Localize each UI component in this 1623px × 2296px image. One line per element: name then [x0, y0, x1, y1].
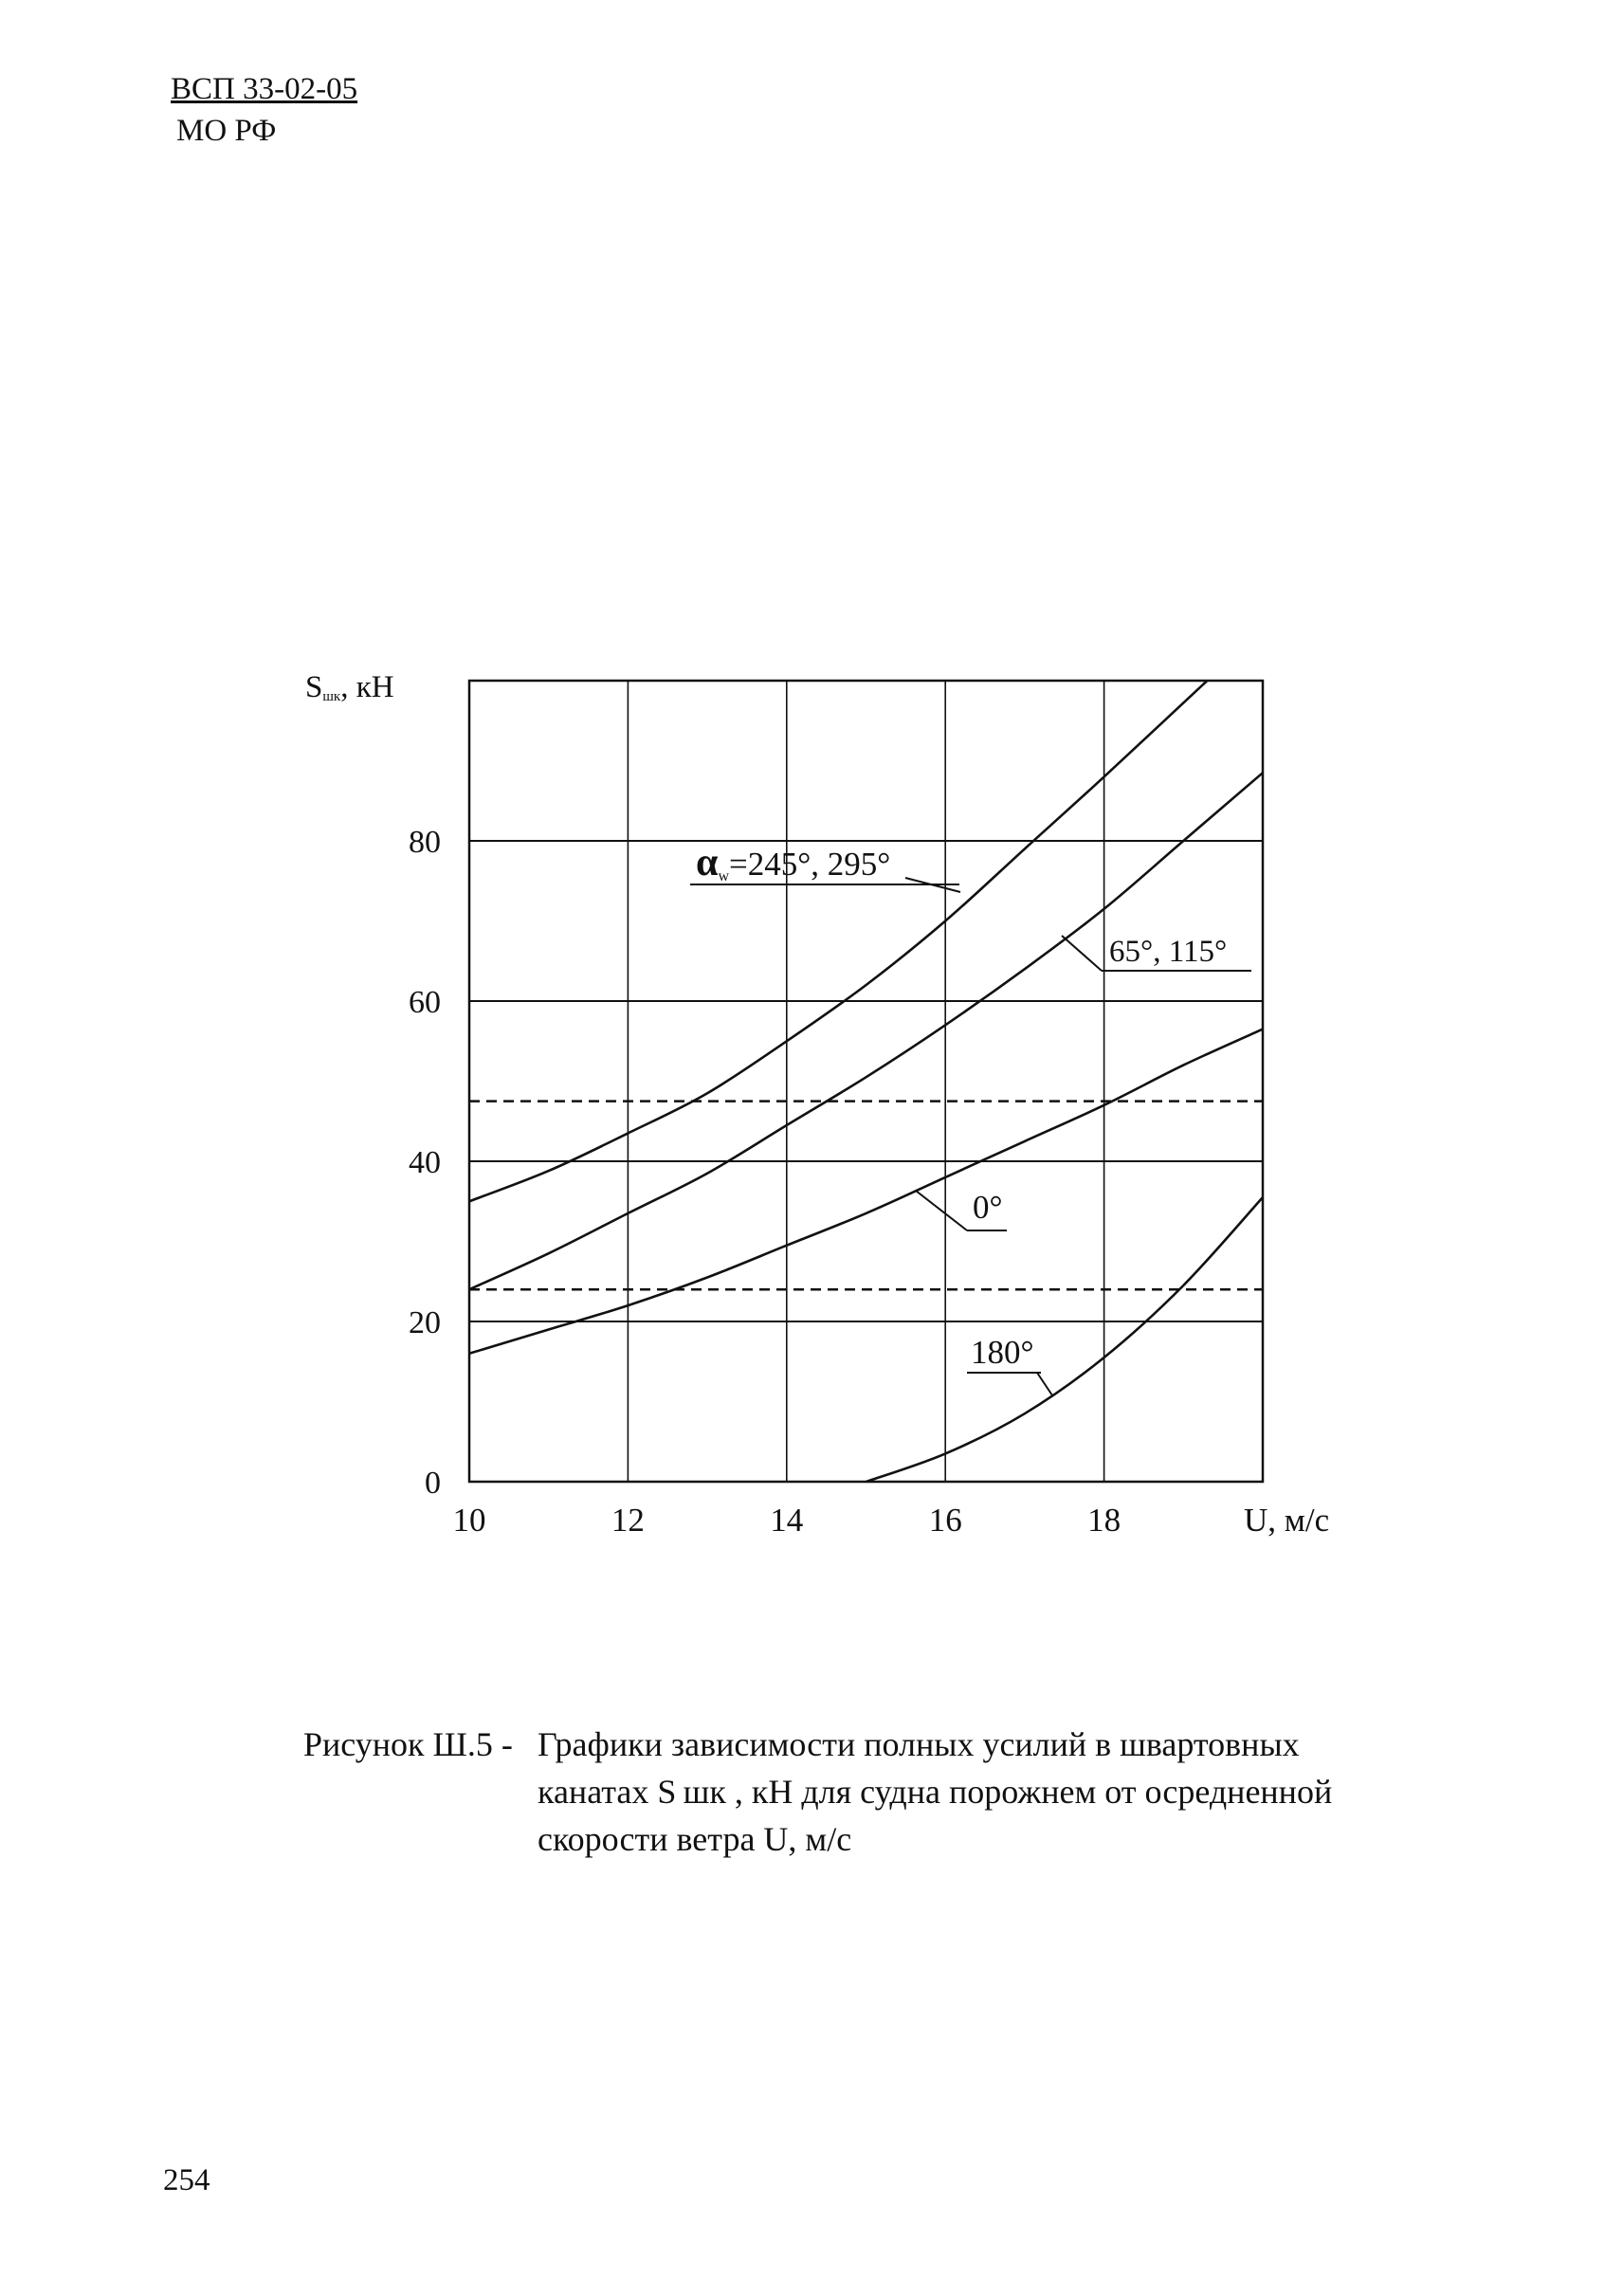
annotation-label-245-295: αw=245°, 295° — [696, 841, 891, 884]
series-line-4 — [866, 1197, 1264, 1482]
x-tick-label-18: 18 — [1087, 1502, 1122, 1539]
plot-frame — [469, 681, 1263, 1482]
annotation-series-1 — [690, 841, 960, 892]
annotation-leader — [1037, 1373, 1052, 1395]
y-tick-label-60: 60 — [409, 985, 441, 1020]
y-axis-label: Sшк, кН — [305, 670, 394, 704]
document-organization: МО РФ — [176, 114, 277, 148]
y-tick-label-80: 80 — [409, 825, 441, 860]
annotation-label-180: 180° — [971, 1334, 1034, 1371]
x-tick-label-14: 14 — [770, 1502, 804, 1539]
series-lines — [469, 681, 1263, 1482]
annotation-series-3 — [916, 1189, 1007, 1230]
annotation-leader — [1062, 936, 1102, 971]
caption-line-2: канатах S шк , кН для судна порожнем от осредненной — [538, 1773, 1333, 1811]
caption-line-3: скорости ветра U, м/с — [538, 1820, 852, 1858]
x-tick-label-16: 16 — [928, 1502, 962, 1539]
tick-labels — [409, 825, 1121, 1539]
page-number: 254 — [163, 2163, 210, 2197]
y-tick-label-40: 40 — [409, 1145, 441, 1180]
caption-label: Рисунок Ш.5 - — [303, 1725, 513, 1763]
annotation-label-0: 0° — [973, 1189, 1003, 1226]
annotation-leader — [916, 1191, 967, 1230]
x-axis-label: U, м/с — [1244, 1502, 1330, 1539]
x-tick-label-12: 12 — [611, 1502, 645, 1539]
caption-line-1: Графики зависимости полных усилий в швартовных — [538, 1725, 1300, 1763]
x-tick-label-10: 10 — [452, 1502, 486, 1539]
annotation-series-2 — [1062, 935, 1251, 971]
series-line-1 — [469, 681, 1207, 1201]
reference-lines — [469, 1102, 1263, 1290]
annotation-label-65-115: 65°, 115° — [1109, 935, 1228, 969]
document-code: ВСП 33-02-05 — [171, 72, 358, 106]
y-tick-label-0: 0 — [425, 1466, 441, 1501]
y-tick-label-20: 20 — [409, 1305, 441, 1340]
annotation-series-4 — [967, 1334, 1052, 1395]
grid — [469, 681, 1263, 1482]
